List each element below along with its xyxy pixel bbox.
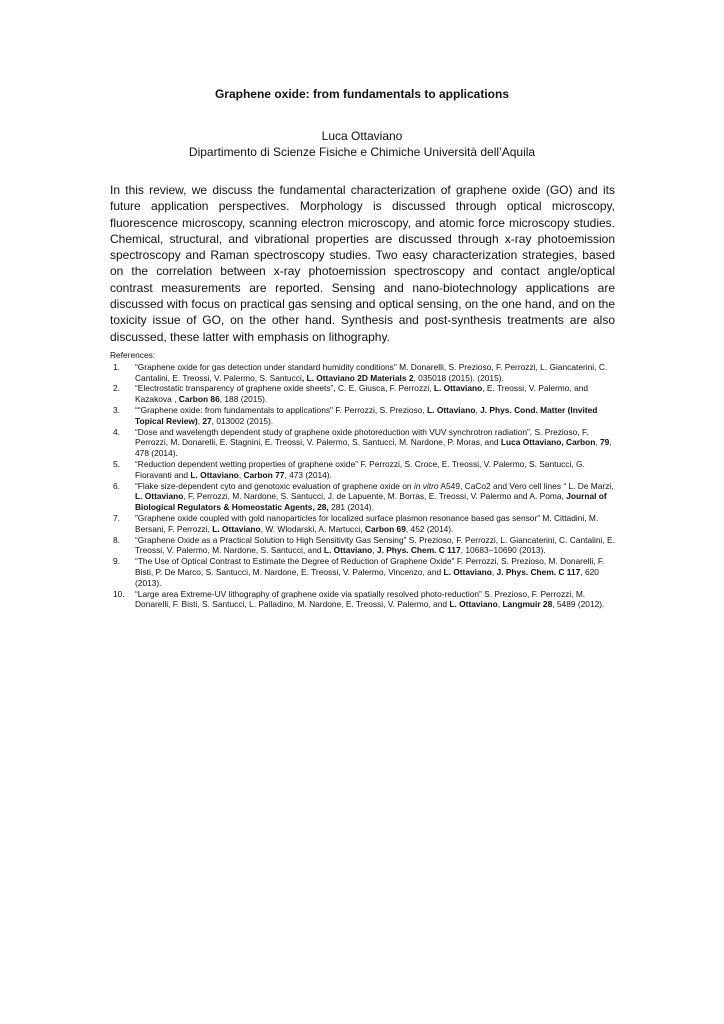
reference-plain-text: , E. Treossi, V. Palermo, and Kazakova , bbox=[135, 383, 589, 405]
reference-item bbox=[110, 427, 620, 459]
reference-item bbox=[110, 383, 620, 405]
reference-number: 5. bbox=[113, 458, 120, 469]
author-affiliation: Dipartimento di Scienze Fisiche e Chimiche Università dell’Aquila bbox=[188, 145, 536, 159]
reference-plain-text: , 473 (2014). bbox=[284, 469, 332, 480]
reference-bold-text: Langmuir 28 bbox=[502, 599, 553, 610]
reference-item bbox=[110, 589, 620, 611]
reference-plain-text: , F. Perrozzi, M. Nardone, S. Santucci, J. de Lapuente, M. Borras, E. Treossi, V. Palermo and A. Poma, bbox=[183, 491, 567, 502]
reference-text bbox=[135, 535, 620, 557]
reference-number: 6. bbox=[113, 480, 120, 491]
references-list bbox=[110, 362, 620, 610]
document-title: Graphene oxide: from fundamentals to applications bbox=[214, 87, 510, 101]
reference-plain-text: , bbox=[372, 545, 377, 556]
reference-number: 8. bbox=[113, 534, 120, 545]
reference-bold-text: J. Phys. Chem. C 117 bbox=[496, 566, 581, 577]
reference-plain-text: , bbox=[197, 415, 203, 426]
reference-item bbox=[110, 459, 620, 481]
reference-bold-text: Carbon 69 bbox=[364, 523, 406, 534]
reference-text bbox=[135, 383, 620, 405]
reference-plain-text: ”Graphene oxide coupled with gold nanoparticles for localized surface plasmon resonance based gas sensor” M. Cittadini, M. Bersani, F. Perrozzi, bbox=[135, 512, 599, 534]
reference-text bbox=[135, 362, 620, 384]
reference-bold-text: J. Phys. Cond. Matter (Invited Topical Review) bbox=[135, 404, 598, 426]
reference-item bbox=[110, 513, 620, 535]
reference-plain-text: , bbox=[595, 437, 600, 448]
reference-item bbox=[110, 556, 620, 588]
reference-bold-text: 79 bbox=[600, 437, 610, 448]
reference-bold-text: L. Ottaviano bbox=[323, 545, 373, 556]
reference-number: 9. bbox=[113, 556, 120, 567]
reference-plain-text: “Graphene Oxide as a Practical Solution to High Sensitivity Gas Sensing” S. Prezioso, F. Perrozzi, L. Giancaterini, C. Cantalini, E. Treossi, V. Palermo, M. Nardone, S. Santucci, and bbox=[135, 534, 615, 556]
reference-bold-text: Luca Ottaviano, Carbon bbox=[500, 437, 596, 448]
reference-number: 1. bbox=[113, 361, 120, 372]
reference-item bbox=[110, 535, 620, 557]
references-section bbox=[110, 350, 620, 610]
reference-text bbox=[135, 405, 620, 427]
reference-plain-text: , 188 (2015). bbox=[219, 394, 268, 405]
reference-plain-text: , 478 (2014). bbox=[135, 437, 612, 459]
reference-plain-text: , 013002 (2015). bbox=[211, 415, 274, 426]
reference-plain-text: , 452 (2014). bbox=[405, 523, 454, 534]
reference-item bbox=[110, 481, 620, 513]
reference-bold-text: L. Ottaviano bbox=[449, 599, 498, 610]
reference-text bbox=[135, 427, 620, 459]
reference-text bbox=[135, 513, 620, 535]
reference-bold-text: J. Phys. Chem. C 117 bbox=[376, 545, 461, 556]
reference-italic-text: in vitro bbox=[413, 480, 439, 491]
reference-plain-text: “Reduction dependent wetting properties of graphene oxide” F. Perrozzi, S. Croce, E. Treossi, V. Palermo, S. Santucci, G. Fioravanti and bbox=[135, 458, 585, 480]
reference-number: 3. bbox=[113, 404, 120, 415]
reference-plain-text: “The Use of Optical Contrast to Estimate the Degree of Reduction of Graphene Oxide" F. Perrozzi, S. Prezioso, M. Donarelli, F. Bisti, P. De Marco, S. Santucci, M. Nardone, E. Treossi, V. Palermo, Vincenzo, and bbox=[135, 556, 605, 577]
reference-text bbox=[135, 481, 620, 513]
reference-item bbox=[110, 405, 620, 427]
reference-number: 2. bbox=[113, 383, 120, 394]
reference-number: 10. bbox=[113, 588, 125, 599]
reference-bold-text: , L. Ottaviano 2D Materials 2 bbox=[301, 372, 414, 383]
author-block bbox=[0, 128, 724, 160]
reference-bold-text: Carbon 77 bbox=[243, 469, 285, 480]
reference-plain-text: , 620 (2013). bbox=[135, 566, 599, 588]
reference-bold-text: Journal of Biological Regulators & Homeostatic Agents, 28, bbox=[135, 491, 607, 513]
reference-plain-text: “Large area Extreme-UV lithography of graphene oxide via spatially resolved photo-reduction” S. Prezioso, F. Perrozzi, M. Donarelli, F. Bisti, S. Santucci, L. Palladino, M. Nardone, E. Treossi, V. Palermo, and bbox=[135, 588, 586, 610]
reference-bold-text: L. Ottaviano bbox=[433, 383, 483, 394]
reference-text bbox=[135, 459, 620, 481]
reference-plain-text: , bbox=[238, 469, 244, 480]
reference-plain-text: , bbox=[491, 566, 497, 577]
author-name: Luca Ottaviano bbox=[321, 129, 403, 143]
reference-plain-text: 281 (2014). bbox=[328, 502, 374, 513]
reference-plain-text: ““Graphene oxide: from fundamentals to applications" F. Perrozzi, S. Prezioso, bbox=[135, 404, 428, 415]
reference-bold-text: L. Ottaviano bbox=[212, 523, 261, 534]
reference-plain-text: , bbox=[475, 404, 481, 415]
reference-plain-text: , bbox=[497, 599, 503, 610]
reference-plain-text: , 035018 (2015). (2015). bbox=[413, 372, 504, 383]
reference-bold-text: Carbon 86 bbox=[178, 394, 220, 405]
reference-plain-text: “Graphene oxide for gas detection under standard humidity conditions" M. Donarelli, S. Prezioso, F. Perrozzi, L. Giancaterini, C. Cantalini, E. Treossi, V. Palermo, S. Santucci bbox=[135, 361, 608, 383]
reference-item bbox=[110, 362, 620, 384]
reference-plain-text: , W. Wlodarski, A. Martucci, bbox=[260, 523, 365, 534]
reference-plain-text: A549, CaCo2 and Vero cell lines “ L. De Marzi, bbox=[438, 480, 614, 491]
reference-bold-text: L. Ottaviano bbox=[443, 566, 492, 577]
reference-bold-text: 27 bbox=[202, 415, 212, 426]
reference-bold-text: L. Ottaviano bbox=[427, 404, 476, 415]
reference-plain-text: “Dose and wavelength dependent study of graphene oxide photoreduction with VUV synchrotron radiation”, S. Prezioso, F. Perrozzi, M. Donarelli, E. Stagnini, E. Treossi, V. Palermo, S. Santucci, M. Nardone, P. Moras, and bbox=[135, 426, 589, 448]
reference-text bbox=[135, 589, 620, 611]
reference-plain-text: , 10683−10690 (2013). bbox=[460, 545, 546, 556]
reference-bold-text: L. Ottaviano bbox=[190, 469, 239, 480]
reference-number: 4. bbox=[113, 426, 120, 437]
abstract-paragraph: In this review, we discuss the fundamental characterization of graphene oxide (GO) and its future application perspectives. Morphology is discussed through optical microscopy, fluorescence microscopy, scanning electron microscopy, and atomic force microscopy studies. Chemical, structural, and vibrational properties are discussed through x-ray photoemission spectroscopy and Raman spectroscopy studies. Two easy characterization strategies, based on the correlation between x-ray photoemission spectroscopy and contact angle/optical contrast measurements are reported. Sensing and nano-biotechnology applications are discussed with focus on practical gas sensing and optical sensing, on the one hand, and on the toxicity issue of GO, on the other hand. Synthesis and post-synthesis treatments are also discussed, these latter with emphasis on lithography. bbox=[110, 183, 616, 344]
reference-plain-text: “Electrostatic transparency of graphene oxide sheets”, C. E. Giusca, F. Perrozzi, bbox=[135, 383, 434, 394]
reference-text bbox=[135, 556, 620, 588]
references-heading: References: bbox=[110, 350, 156, 360]
reference-bold-text: L. Ottaviano bbox=[135, 491, 184, 502]
reference-plain-text: , 5489 (2012). bbox=[552, 599, 605, 610]
reference-plain-text: “Flake size-dependent cyto and genotoxic evaluation of graphene oxide on bbox=[135, 480, 414, 491]
reference-number: 7. bbox=[113, 512, 120, 523]
